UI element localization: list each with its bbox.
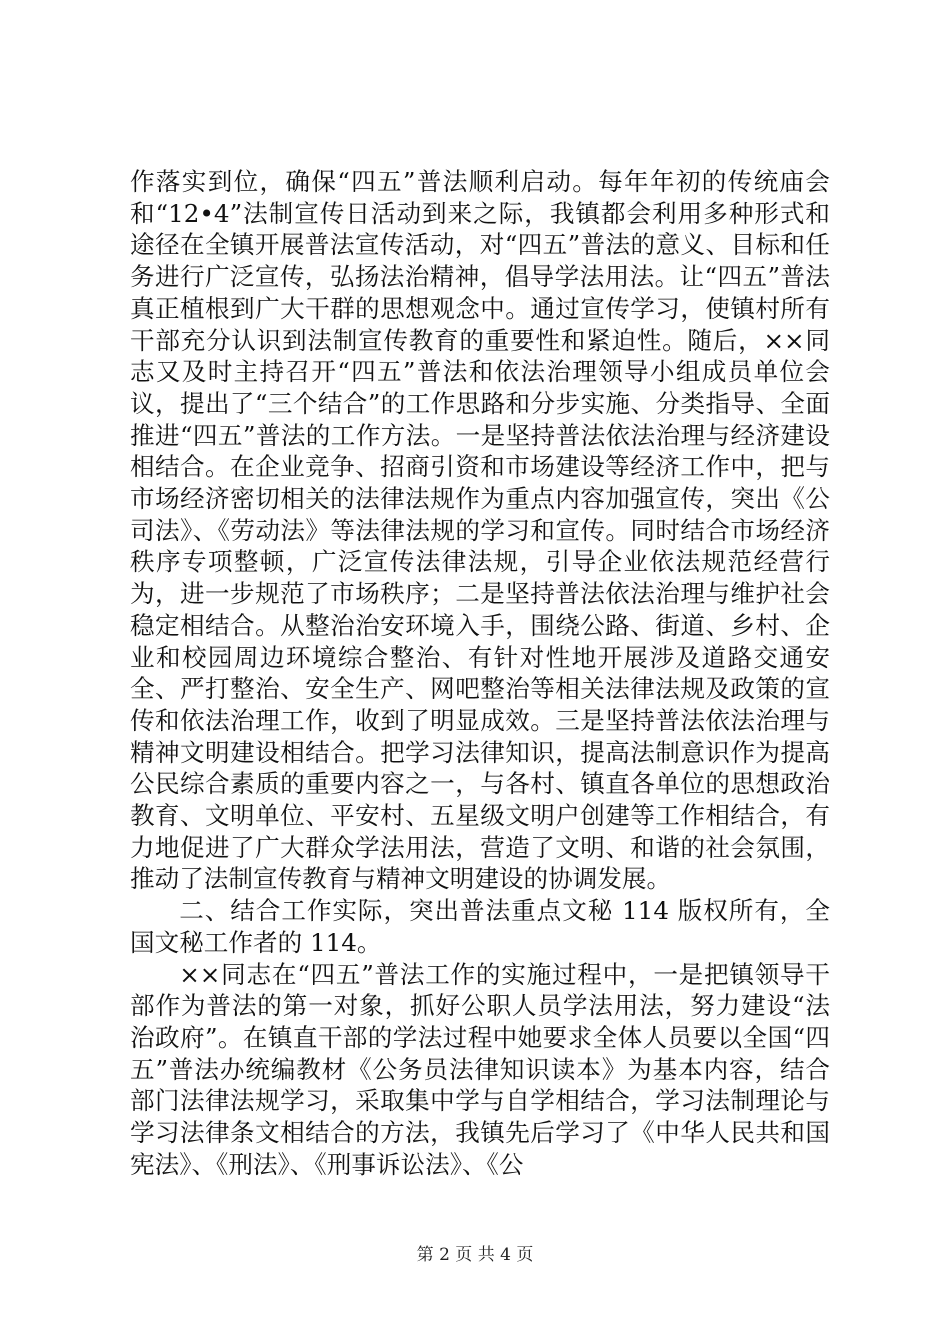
paragraph-body: ××同志在“四五”普法工作的实施过程中，一是把镇领导干部作为普法的第一对象，抓好公职人员学法用法，努力建设“法治政府”。在镇直干部的学法过程中她要求全体人员要以全国“四五”普法办统编教材《公务员法律知识读本》为基本内容，结合部门法律法规学习，采取集中学与自学相结合，学习法制理论与学习法律条文相结合的方法，我镇先后学习了《中华人民共和国宪法》、《刑法》、《刑事诉讼法》、《公	[130, 959, 830, 1179]
page-number-footer: 第 2 页 共 4 页	[416, 1245, 534, 1265]
paragraph-continued: 作落实到位，确保“四五”普法顺利启动。每年年初的传统庙会和“12•4”法制宣传日活动到来之际，我镇都会利用多种形式和途径在全镇开展普法宣传活动，对“四五”普法的意义、目标和任务进行广泛宣传，弘扬法治精神，倡导学法用法。让“四五”普法真正植根到广大干群的思想观念中。通过宣传学习，使镇村所有干部充分认识到法制宣传教育的重要性和紧迫性。随后，××同志又及时主持召开“四五”普法和依法治理领导小组成员单位会议，提出了“三个结合”的工作思路和分步实施、分类指导、全面推进“四五”普法的工作方法。一是坚持普法依法治理与经济建设相结合。在企业竞争、招商引资和市场建设等经济工作中，把与市场经济密切相关的法律法规作为重点内容加强宣传，突出《公司法》、《劳动法》等法律法规的学习和宣传。同时结合市场经济秩序专项整顿，广泛宣传法律法规，引导企业依法规范经营行为，进一步规范了市场秩序；二是坚持普法依法治理与维护社会稳定相结合。从整治治安环境入手，围绕公路、街道、乡村、企业和校园周边环境综合整治、有针对性地开展涉及道路交通安全、严打整治、安全生产、网吧整治等相关法律法规及政策的宣传和依法治理工作，收到了明显成效。三是坚持普法依法治理与精神文明建设相结合。把学习法律知识，提高法制意识作为提高公民综合素质的重要内容之一，与各村、镇直各单位的思想政治教育、文明单位、平安村、五星级文明户创建等工作相结合，有力地促进了广大群众学法用法，营造了文明、和谐的社会氛围，推动了法制宣传教育与精神文明建设的协调发展。	[130, 167, 830, 894]
paragraph-section-heading: 二、结合工作实际，突出普法重点文秘 114 版权所有，全国文秘工作者的 114。	[130, 896, 830, 957]
document-body	[130, 166, 830, 1181]
